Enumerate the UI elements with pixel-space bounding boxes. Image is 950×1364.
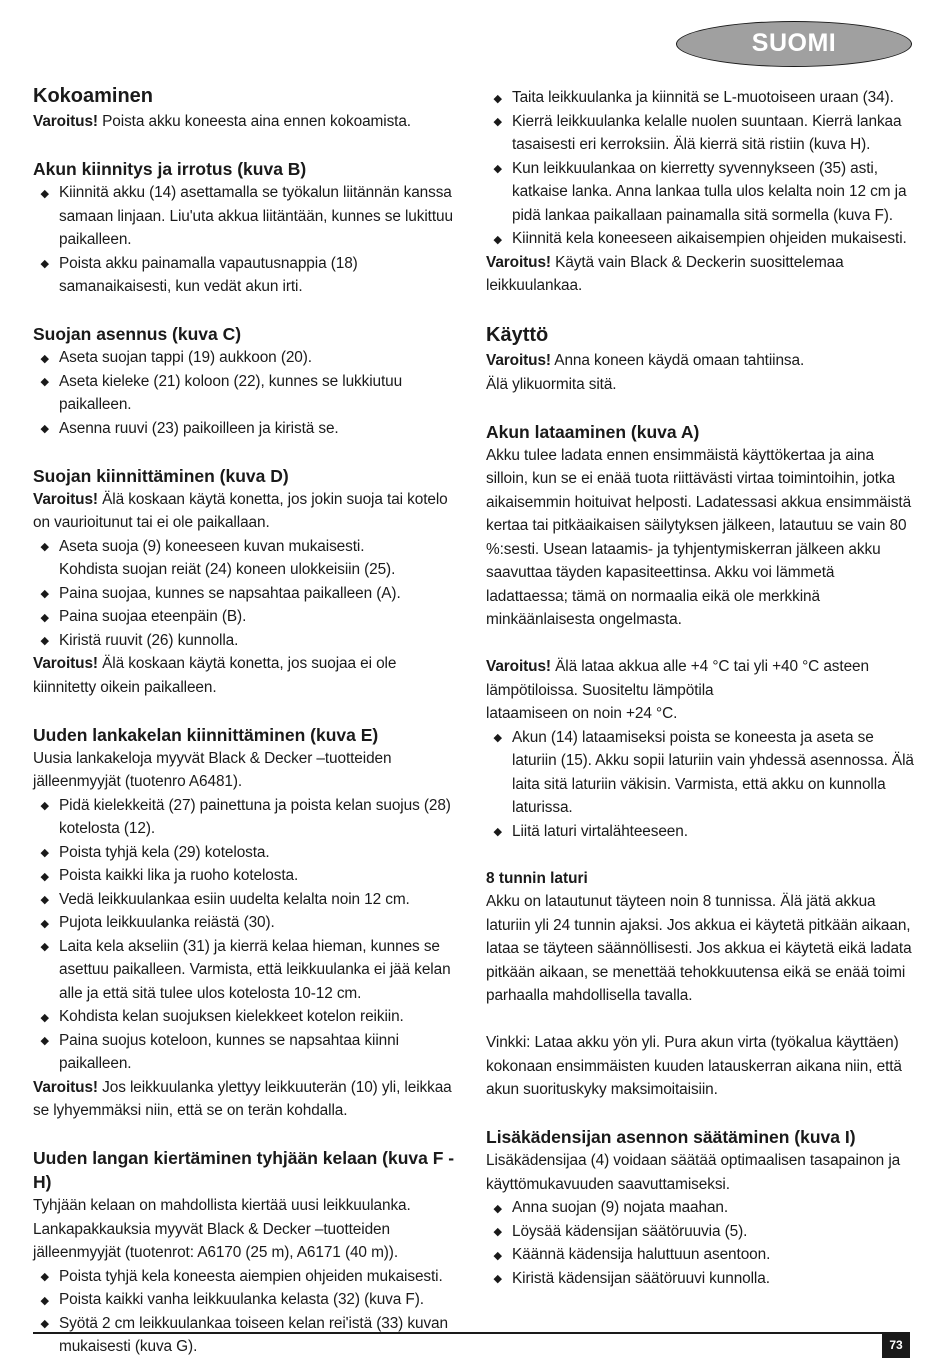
spacer bbox=[486, 632, 916, 656]
section-akun-kiinnitys bbox=[33, 157, 463, 299]
warning-akun-lataaminen bbox=[486, 655, 916, 726]
bullet-diamond-icon bbox=[41, 1320, 49, 1328]
spacer bbox=[486, 1008, 916, 1032]
warning-text: Älä koskaan käytä konetta, jos jokin suoja tai kotelo on vaurioitunut tai ei ole paikallaan. bbox=[33, 490, 448, 531]
section-lisakadensija bbox=[486, 1125, 916, 1290]
list-item bbox=[33, 1005, 463, 1029]
warning-label: Varoitus! bbox=[486, 658, 551, 675]
section-akun-lataaminen bbox=[486, 420, 916, 844]
list-item-text: Poista kaikki vanha leikkuulanka kelasta (32) (kuva F). bbox=[59, 1291, 424, 1308]
bullet-diamond-icon bbox=[41, 378, 49, 386]
spacer bbox=[33, 699, 463, 723]
bullet-diamond-icon bbox=[41, 260, 49, 268]
list-item-text: Poista kaikki lika ja ruoho kotelosta. bbox=[59, 867, 299, 884]
warning-label: Varoitus! bbox=[33, 490, 98, 508]
bullet-diamond-icon bbox=[41, 1296, 49, 1304]
bullet-diamond-icon bbox=[41, 637, 49, 645]
list-item-text: Pidä kielekkeitä (27) painettuna ja poista kelan suojus (28) kotelosta (12). bbox=[59, 796, 451, 837]
kaytto-line-2: Älä ylikuormita sitä. bbox=[486, 375, 617, 393]
spacer bbox=[33, 299, 463, 323]
bullet-diamond-icon bbox=[494, 828, 502, 836]
list-item bbox=[486, 1220, 916, 1244]
section-title-akun-lataaminen: Akun lataaminen (kuva A) bbox=[486, 421, 700, 442]
warning-text: Älä koskaan käytä konetta, jos suojaa ei ole kiinnitetty oikein paikalleen. bbox=[33, 655, 397, 696]
warning-label: Varoitus! bbox=[33, 655, 98, 672]
list-item-text: Poista tyhjä kela (29) kotelosta. bbox=[59, 843, 270, 861]
bullet-diamond-icon bbox=[41, 1273, 49, 1281]
warning-kaytto bbox=[486, 349, 916, 373]
bullet-diamond-icon bbox=[41, 849, 49, 857]
intro-lisakadensija: Lisäkädensijaa (4) voidaan säätää optimaalisen tasapainon ja käyttömukavuuden saavuttamiseksi. bbox=[486, 1152, 901, 1193]
list-item bbox=[33, 582, 463, 606]
list-item-text: Paina suojus koteloon, kunnes se napsahtaa kiinni paikalleen. bbox=[59, 1031, 399, 1072]
body-laturi-8h: Akku on latautunut täyteen noin 8 tunnissa. Älä jätä akkua laturiin yli 24 tunnin ajaksi. Jos akkua ei käytetä pitkään aikaan, lataa se täyteen säännöllisesti. Jos akkua ei käytetä eikä ladata pitkään aikaan, se menettää tehokkuutensa eikä se enää toimi parhaalla mahdollisella tavalla. bbox=[486, 893, 912, 1004]
list-item-text: Kierrä leikkuulanka kelalle nuolen suuntaan. Kierrä lankaa tasaisesti eri kerroksiin. Älä kierrä sitä ristiin (kuva H). bbox=[512, 112, 902, 153]
list-item bbox=[33, 252, 463, 299]
bullet-diamond-icon bbox=[41, 613, 49, 621]
body-akun-lataaminen: Akku tulee ladata ennen ensimmäistä käyttökertaa ja aina silloin, kun se ei enää tuota riittävästi virtaa toimintoihin, jotka aikaisemmin hoituivat helposti. Ladatessasi akkua ensimmäistä kertaa tai pitkäaikaisen säilytyksen jälkeen, latautuu se vain 80 %:sesti. Usean lataamis- ja tyhjentymiskerran jälkeen akku saavuttaa täyden kapasiteettinsa. Akku voi lämmetä ladattaessa; tämä on normaalia eikä ole merkkinä minkäänlaisesta ongelmasta. bbox=[486, 446, 912, 628]
list-item-text: Kiristä kädensijan säätöruuvi kunnolla. bbox=[512, 1269, 770, 1287]
section-kokoaminen bbox=[33, 82, 463, 134]
bullet-diamond-icon bbox=[494, 1251, 502, 1259]
bullet-list bbox=[33, 1265, 463, 1359]
bullet-diamond-icon bbox=[41, 543, 49, 551]
warning-label: Varoitus! bbox=[486, 352, 551, 369]
list-item-text: Taita leikkuulanka ja kiinnitä se L-muotoiseen uraan (34). bbox=[512, 89, 894, 106]
spacer bbox=[33, 440, 463, 464]
list-item-text: Aseta suojan tappi (19) aukkoon (20). bbox=[59, 349, 312, 366]
tip-laturi-8h: Vinkki: Lataa akku yön yli. Pura akun virta (työkalua käyttäen) kokonaan ensimmäisten kuuden latauskerran aikana niin, että akun suorituskyky maksimoitaisiin. bbox=[486, 1034, 902, 1098]
footer-divider bbox=[33, 1332, 910, 1334]
list-item bbox=[486, 1243, 916, 1267]
bullet-diamond-icon bbox=[494, 118, 502, 126]
bullet-diamond-icon bbox=[41, 919, 49, 927]
list-item bbox=[33, 864, 463, 888]
list-item-text: Paina suojaa eteenpäin (B). bbox=[59, 608, 247, 625]
warning-suojan-kiinnittaminen bbox=[33, 488, 463, 535]
bullet-diamond-icon bbox=[494, 1228, 502, 1236]
bullet-diamond-icon bbox=[41, 896, 49, 904]
list-item bbox=[486, 110, 916, 157]
intro-uuden-langan: Tyhjään kelaan on mahdollista kiertää uusi leikkuulanka. Lankapakkauksia myyvät Black & Decker –tuotteiden jälleenmyyjät (tuotenrot: A6170 (25 m), A6171 (40 m)). bbox=[33, 1197, 411, 1261]
list-item bbox=[33, 1029, 463, 1076]
list-item bbox=[33, 888, 463, 912]
warning-langan-jatko bbox=[486, 251, 916, 298]
section-title-laturi-8h: 8 tunnin laturi bbox=[486, 869, 588, 887]
list-item bbox=[33, 794, 463, 841]
section-title-kokoaminen: Kokoaminen bbox=[33, 85, 154, 107]
warning-text: Jos leikkuulanka ylettyy leikkuuterän (10) yli, leikkaa se lyhyemmäksi niin, että se on terän kohdalla. bbox=[33, 1078, 452, 1119]
list-item-text: Kohdista kelan suojuksen kielekkeet kotelon reikiin. bbox=[59, 1008, 404, 1025]
bullet-diamond-icon bbox=[494, 1204, 502, 1212]
warning-text: Poista akku koneesta aina ennen kokoamista. bbox=[97, 113, 411, 130]
list-item bbox=[486, 1267, 916, 1291]
bullet-diamond-icon bbox=[494, 165, 502, 173]
bullet-diamond-icon bbox=[41, 590, 49, 598]
list-item-text: Kohdista suojan reiät (24) koneen ulokkeisiin (25). bbox=[59, 561, 396, 578]
list-item-text: Poista tyhjä kela koneesta aiempien ohjeiden mukaisesti. bbox=[59, 1267, 443, 1285]
spacer bbox=[486, 1102, 916, 1126]
bullet-diamond-icon bbox=[41, 1013, 49, 1021]
list-item-text: Vedä leikkuulankaa esiin uudelta kelalta noin 12 cm. bbox=[59, 890, 410, 908]
list-item bbox=[486, 1196, 916, 1220]
section-title-uuden-lankakelan: Uuden lankakelan kiinnittäminen (kuva E) bbox=[33, 724, 379, 745]
list-item bbox=[33, 370, 463, 417]
list-item-text: Löysää kädensijan säätöruuvia (5). bbox=[512, 1222, 748, 1240]
list-item-text: Kiristä ruuvit (26) kunnolla. bbox=[59, 631, 239, 649]
list-item-text: Anna suojan (9) nojata maahan. bbox=[512, 1199, 729, 1216]
bullet-diamond-icon bbox=[494, 734, 502, 742]
list-item bbox=[33, 181, 463, 252]
section-suojan-asennus bbox=[33, 322, 463, 440]
list-item-text: Paina suojaa, kunnes se napsahtaa paikalleen (A). bbox=[59, 584, 401, 602]
list-item-text: Poista akku painamalla vapautusnappia (18) samanaikaisesti, kun vedät akun irti. bbox=[59, 254, 358, 295]
bullet-list bbox=[33, 181, 463, 299]
list-item-text: Kiinnitä akku (14) asettamalla se työkalun liitännän kanssa samaan linjaan. Liu'uta akkua liitäntään, kunnes se lukittuu paikalleen. bbox=[59, 184, 453, 248]
list-item bbox=[33, 1265, 463, 1289]
section-title-suojan-asennus: Suojan asennus (kuva C) bbox=[33, 324, 242, 344]
warning-text: Älä lataa akkua alle +4 °C tai yli +40 °C asteen lämpötiloissa. Suositeltu lämpötila bbox=[486, 658, 869, 699]
spacer bbox=[486, 396, 916, 420]
list-item bbox=[486, 820, 916, 844]
warning-label: Varoitus! bbox=[486, 253, 551, 271]
section-suojan-kiinnittaminen bbox=[33, 464, 463, 700]
list-item bbox=[33, 346, 463, 370]
list-item-text: Liitä laturi virtalähteeseen. bbox=[512, 822, 688, 840]
warning-uuden-lankakelan bbox=[33, 1076, 463, 1123]
list-item bbox=[33, 911, 463, 935]
list-item-text: Laita kela akseliin (31) ja kierrä kelaa hieman, kunnes se asettuu paikalleen. Varmista, että leikkuulanka ei jää kelan alle ja että sitä tulee ulos kotelosta 10-12 cm. bbox=[59, 937, 451, 1002]
page-number: 73 bbox=[882, 1333, 910, 1358]
warning-label: Varoitus! bbox=[33, 113, 98, 130]
bullet-diamond-icon bbox=[41, 1037, 49, 1045]
section-title-lisakadensija: Lisäkädensijan asennon säätäminen (kuva I) bbox=[486, 1127, 856, 1147]
list-item bbox=[33, 605, 463, 629]
bullet-list bbox=[33, 794, 463, 1076]
list-item bbox=[486, 227, 916, 251]
bullet-diamond-icon bbox=[41, 872, 49, 880]
list-item bbox=[33, 1312, 463, 1359]
section-uuden-langan bbox=[33, 1146, 463, 1359]
warning-label: Varoitus! bbox=[33, 1078, 98, 1096]
list-item-text: Kiinnitä kela koneeseen aikaisempien ohjeiden mukaisesti. bbox=[512, 230, 907, 247]
bullet-diamond-icon bbox=[494, 94, 502, 102]
list-item-text: Käännä kädensija haluttuun asentoon. bbox=[512, 1246, 771, 1263]
bullet-list bbox=[33, 535, 463, 653]
list-item bbox=[33, 935, 463, 1006]
list-item-text: Kun leikkuulankaa on kierretty syvennykseen (35) asti, katkaise lanka. Anna lankaa tulla ulos kelalta noin 12 cm ja pidä lankaa paikallaan painamalla sitä sormella (kuva F). bbox=[512, 159, 907, 224]
bullet-diamond-icon bbox=[41, 189, 49, 197]
list-item-text: Pujota leikkuulanka reiästä (30). bbox=[59, 914, 275, 931]
bullet-diamond-icon bbox=[41, 354, 49, 362]
list-item bbox=[486, 86, 916, 110]
bullet-list bbox=[486, 86, 916, 251]
section-title-suojan-kiinnittaminen: Suojan kiinnittäminen (kuva D) bbox=[33, 465, 289, 486]
bullet-diamond-icon bbox=[41, 802, 49, 810]
warning-kokoaminen bbox=[33, 110, 463, 134]
section-title-akun-kiinnitys: Akun kiinnitys ja irrotus (kuva B) bbox=[33, 159, 307, 179]
list-item bbox=[33, 1288, 463, 1312]
language-tab: SUOMI bbox=[676, 21, 912, 67]
warning-suojan-kiinnittaminen-2 bbox=[33, 652, 463, 699]
bullet-diamond-icon bbox=[41, 943, 49, 951]
section-uuden-lankakelan bbox=[33, 723, 463, 1123]
spacer bbox=[33, 134, 463, 158]
section-laturi-8h bbox=[486, 867, 916, 1102]
bullet-diamond-icon bbox=[494, 235, 502, 243]
intro-uuden-lankakelan: Uusia lankakeloja myyvät Black & Decker –tuotteiden jälleenmyyjät (tuotenro A6481). bbox=[33, 749, 392, 790]
list-item bbox=[33, 841, 463, 865]
list-item-text: Aseta kieleke (21) koloon (22), kunnes se lukkiutuu paikalleen. bbox=[59, 372, 403, 413]
list-item-text: Akun (14) lataamiseksi poista se koneesta ja aseta se laturiin (15). Akku sopii laturiin vain yhdessä asennossa. Älä laita sitä laturiin väkisin. Varmista, että akku on kunnolla laturissa. bbox=[512, 728, 914, 816]
spacer bbox=[486, 843, 916, 867]
list-item-text: Syötä 2 cm leikkuulankaa toiseen kelan rei'istä (33) kuvan mukaisesti (kuva G). bbox=[59, 1314, 448, 1355]
spacer bbox=[33, 1123, 463, 1147]
section-langan-jatko bbox=[486, 86, 916, 298]
section-kaytto bbox=[486, 321, 916, 396]
bullet-list bbox=[486, 726, 916, 844]
bullet-diamond-icon bbox=[41, 425, 49, 433]
list-item-text: Aseta suoja (9) koneeseen kuvan mukaisesti. bbox=[59, 537, 365, 555]
list-item bbox=[33, 417, 463, 441]
warning-text-line-2: lataamiseen on noin +24 °C. bbox=[486, 705, 678, 722]
section-title-kaytto: Käyttö bbox=[486, 324, 549, 346]
list-item bbox=[486, 726, 916, 820]
list-item bbox=[486, 157, 916, 228]
list-item bbox=[33, 535, 463, 582]
right-column bbox=[486, 86, 916, 1290]
bullet-diamond-icon bbox=[494, 1275, 502, 1283]
section-title-uuden-langan: Uuden langan kiertäminen tyhjään kelaan (kuva F - H) bbox=[33, 1148, 455, 1192]
list-item bbox=[33, 629, 463, 653]
warning-text: Käytä vain Black & Deckerin suosittelemaa leikkuulankaa. bbox=[486, 253, 844, 294]
warning-text: Anna koneen käydä omaan tahtiinsa. bbox=[550, 352, 805, 369]
spacer bbox=[486, 298, 916, 322]
left-column bbox=[33, 82, 463, 1359]
bullet-list bbox=[486, 1196, 916, 1290]
bullet-list bbox=[33, 346, 463, 440]
list-item-text: Asenna ruuvi (23) paikoilleen ja kiristä se. bbox=[59, 419, 339, 437]
